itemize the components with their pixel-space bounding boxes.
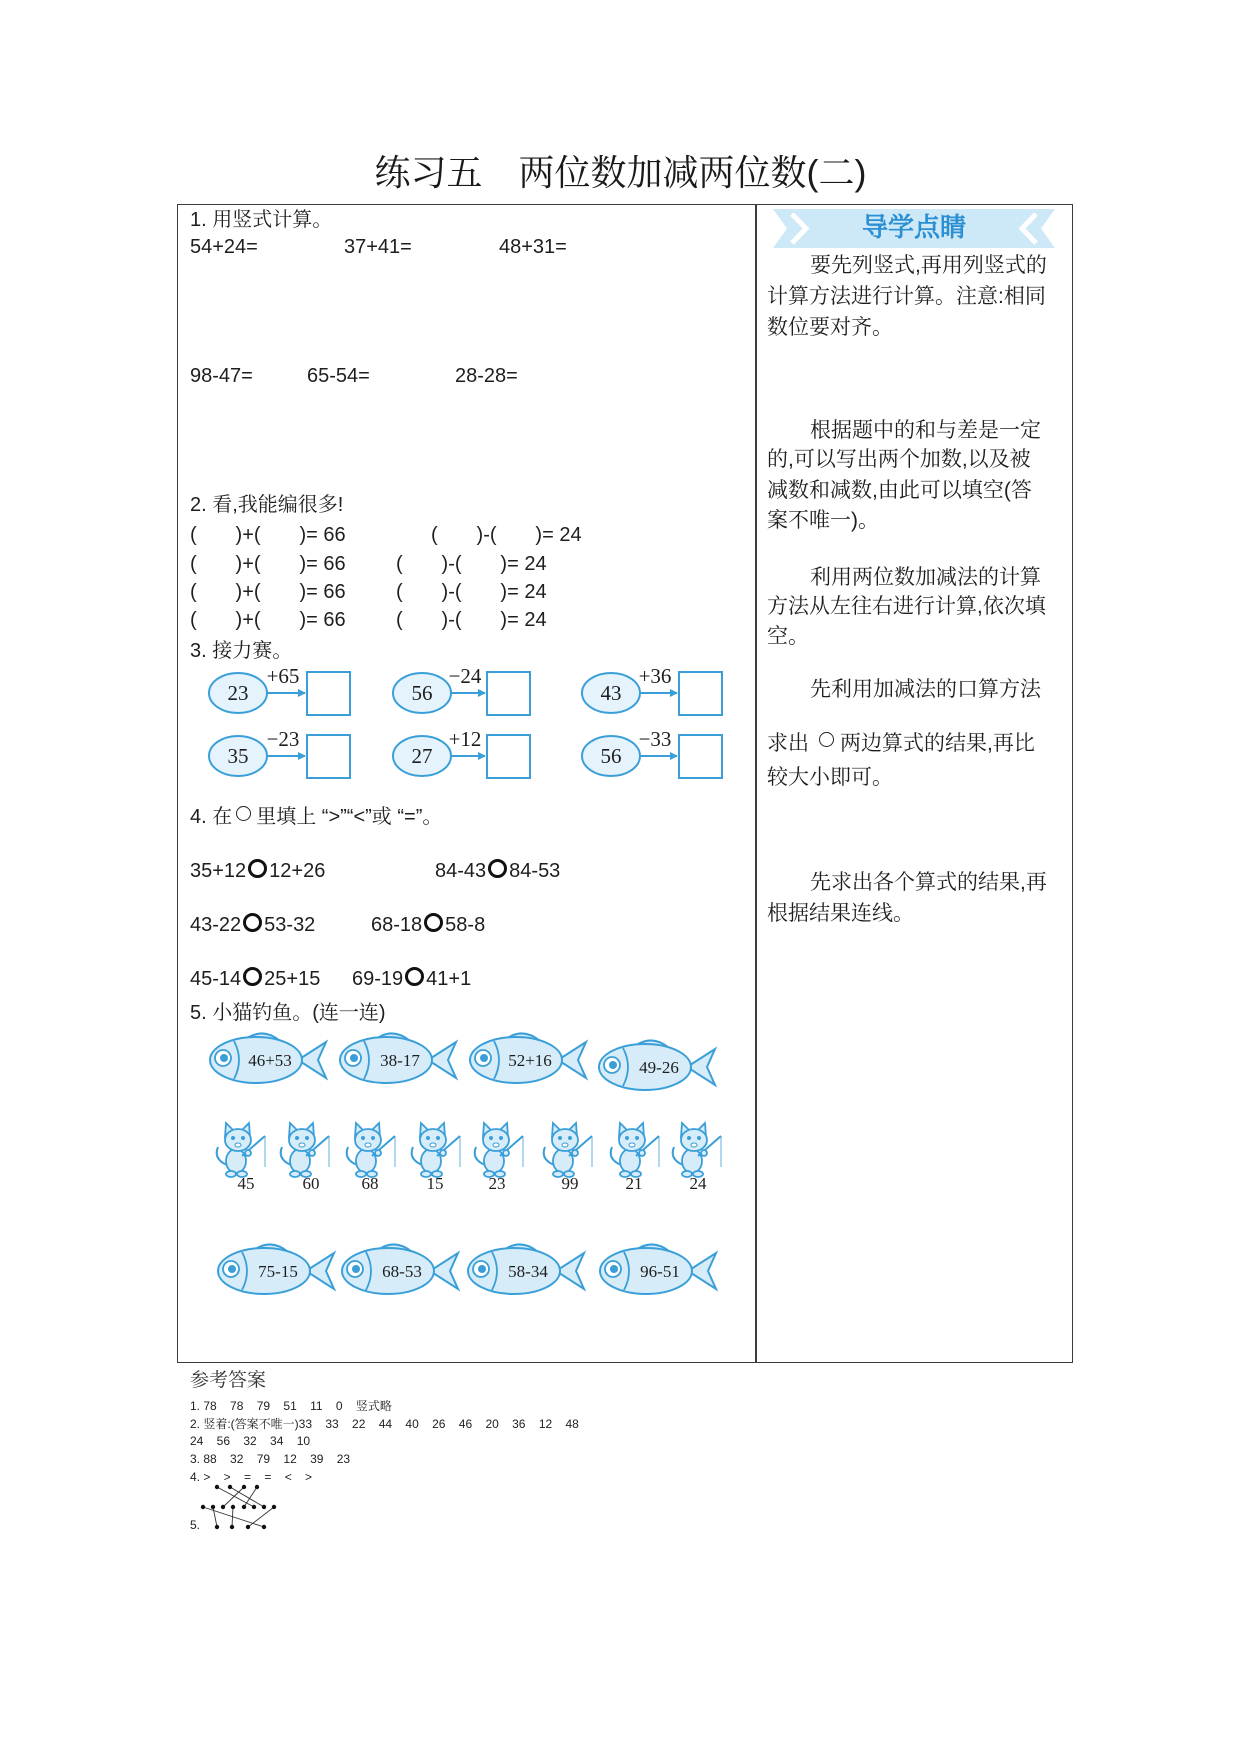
fish-pupil [228,1265,236,1273]
q2-subtraction-blank: ( )-( )= 24 [396,553,547,575]
answer-line: 3. 88 32 79 12 39 23 [190,1452,351,1466]
compare-circle-blank [243,913,262,932]
fishing-cat-icon [412,1123,460,1193]
cat-foot [290,1171,300,1177]
circle-symbol-icon [819,732,834,747]
cat-eye [499,1136,503,1140]
fish-pupil [220,1054,228,1062]
relay-answer-box [307,735,350,778]
relay-answer-box [679,735,722,778]
fishing-reel [701,1150,707,1156]
q2-addition-blank: ( )+( )= 66 [190,581,346,603]
fishing-reel [639,1150,645,1156]
compare-circle-blank [248,859,267,878]
fish-pupil [610,1265,618,1273]
comparison-left: 68-18 [371,914,423,936]
cat-eye [295,1136,299,1140]
cat-eye [436,1136,440,1140]
answer-line: 24 56 32 34 10 [190,1434,311,1448]
comparison-expression [190,969,320,989]
q2-subtraction-blank: ( )-( )= 24 [396,581,547,603]
fish-label: 49-26 [639,1058,679,1077]
guide-tip-line: 方法从左往右进行计算,依次填 [767,595,1046,618]
cat-eye [625,1136,629,1140]
guide-tip-line: 数位要对齐。 [767,316,893,339]
cat-number: 21 [625,1174,643,1193]
fishing-cat-icon [673,1123,721,1193]
fishing-cat-icon [544,1123,592,1193]
guide-tip-line: 较大小即可。 [767,766,893,789]
answer-line: 2. 竖着:(答案不唯一)33 33 22 44 40 26 46 20 36 12 48 [190,1417,579,1431]
guide-tip-text: 两边算式的结果,再比 [840,732,1035,755]
cat-eye [426,1136,430,1140]
comparison-right: 25+15 [264,968,321,990]
cat-number: 45 [237,1174,255,1193]
guide-tip-line [767,733,1035,754]
cat-body [290,1149,310,1173]
fish-label: 46+53 [248,1051,292,1070]
relay-operation: −24 [448,664,482,688]
relay-operation: +12 [448,727,482,751]
comparison-expression [352,969,471,989]
comparison-expression [190,915,315,935]
comparison-right: 58-8 [445,914,486,936]
relay-answer-box [487,672,530,715]
cat-mouth [365,1143,371,1147]
comparison-left: 35+12 [190,860,247,882]
fishing-reel [309,1150,315,1156]
fish-pupil [480,1054,488,1062]
comparison-right: 84-53 [509,860,561,882]
fish-pupil [478,1265,486,1273]
fish [342,1244,458,1294]
cat-head [681,1129,707,1151]
compare-circle-blank [488,859,507,878]
fish [599,1040,715,1090]
cat-foot [226,1171,236,1177]
fishing-cat-icon [281,1123,329,1193]
fish-label: 52+16 [508,1051,552,1070]
fishing-reel [440,1150,446,1156]
cat-eye [361,1136,365,1140]
guide-tip-line: 空。 [767,625,809,648]
fish-label: 75-15 [258,1262,298,1281]
comparison-right: 12+26 [269,860,326,882]
relay-arrow-head [298,689,306,697]
cat-eye [371,1136,375,1140]
guide-tip-line: 根据结果连线。 [767,902,914,925]
comparison-right: 53-32 [264,914,316,936]
fish-pupil [350,1054,358,1062]
relay-start-number: 56 [411,681,433,705]
comparison-right: 41+1 [426,968,472,990]
comparison-expression [371,915,485,935]
cat-body [421,1149,441,1173]
q2-subtraction-blank: ( )-( )= 24 [431,524,582,546]
q4-heading-prefix: 4. 在 [190,806,233,828]
guide-tip-line: 的,可以写出两个加数,以及被 [767,448,1031,471]
q1-expression: 98-47= [190,365,253,387]
relay-start-number: 35 [227,744,249,768]
fish [468,1244,584,1294]
fishing-reel [572,1150,578,1156]
q3-heading: 3. 接力赛。 [190,640,293,662]
fishing-cat-icon [217,1123,265,1193]
fish-pupil [352,1265,360,1273]
q1-expression: 54+24= [190,236,258,258]
cat-mouth [691,1143,697,1147]
compare-circle-blank [424,913,443,932]
cat-number: 24 [689,1174,707,1193]
relay-arrow-head [298,752,306,760]
fish-label: 96-51 [640,1262,680,1281]
cat-fishing-matching-diagram [177,1020,755,1320]
relay-start-number: 43 [600,681,622,705]
relay-operation: −23 [266,727,300,751]
relay-operation: −33 [638,727,672,751]
guide-tip-line: 先利用加减法的口算方法 [810,678,1041,701]
cat-body [620,1149,640,1173]
fishing-reel [375,1150,381,1156]
q4-heading [190,807,442,827]
cat-head [289,1129,315,1151]
answer-5-matching-diagram [195,1480,285,1535]
fish [470,1033,586,1083]
fishing-reel [245,1150,251,1156]
cat-body [226,1149,246,1173]
cat-head [552,1129,578,1151]
relay-start-number: 27 [411,744,433,768]
fish-pupil [609,1061,617,1069]
cat-number: 23 [488,1174,506,1193]
comparison-expression [190,861,325,881]
cat-mouth [299,1143,305,1147]
cat-mouth [235,1143,241,1147]
guide-tip-line: 根据题中的和与差是一定 [810,419,1041,442]
cat-body [484,1149,504,1173]
answer-line: 1. 78 78 79 51 11 0 竖式略 [190,1399,392,1413]
q2-subtraction-blank: ( )-( )= 24 [396,609,547,631]
relay-race-diagram [200,660,740,790]
guide-tip-line: 要先列竖式,再用列竖式的 [810,254,1047,277]
comparison-expression [435,861,560,881]
comparison-left: 43-22 [190,914,242,936]
relay-item [209,664,350,715]
cat-head [225,1129,251,1151]
cat-mouth [430,1143,436,1147]
cat-body [553,1149,573,1173]
cat-head [619,1129,645,1151]
relay-answer-box [679,672,722,715]
cat-eye [635,1136,639,1140]
guide-tip-line: 利用两位数加减法的计算 [810,566,1041,589]
q2-addition-blank: ( )+( )= 66 [190,524,346,546]
answer-line: 5. [190,1518,201,1532]
cat-eye [489,1136,493,1140]
guide-tip-line: 减数和减数,由此可以填空(答 [767,479,1032,502]
q2-heading: 2. 看,我能编很多! [190,494,344,516]
fish-label: 68-53 [382,1262,422,1281]
guide-tip-line: 案不唯一)。 [767,509,879,532]
cat-mouth [562,1143,568,1147]
guide-tip-line: 先求出各个算式的结果,再 [810,871,1047,894]
comparison-left: 84-43 [435,860,487,882]
fish [210,1033,326,1083]
q5-heading: 5. 小猫钓鱼。(连一连) [190,1002,386,1024]
fishing-cat-icon [475,1123,523,1193]
q4-heading-suffix: 里填上 “>”“<”或 “=”。 [256,806,443,828]
column-divider [755,204,757,1363]
cat-head [420,1129,446,1151]
relay-item [582,727,722,778]
relay-item [393,727,530,778]
relay-arrow-head [670,689,678,697]
relay-answer-box [307,672,350,715]
q1-heading: 1. 用竖式计算。 [190,209,333,231]
answer-line: 4. > > = = < > [190,1470,313,1484]
fishing-cat-icon [347,1123,395,1193]
guide-banner-title: 导学点睛 [861,213,966,243]
fish-label: 58-34 [508,1262,548,1281]
relay-arrow-head [478,752,486,760]
relay-item [582,664,722,715]
cat-body [356,1149,376,1173]
relay-item [209,727,350,778]
cat-eye [241,1136,245,1140]
q2-addition-blank: ( )+( )= 66 [190,609,346,631]
cat-eye [687,1136,691,1140]
relay-arrow-head [478,689,486,697]
cat-head [355,1129,381,1151]
fish-label: 38-17 [380,1051,420,1070]
fish [600,1244,716,1294]
cat-number: 99 [561,1174,579,1193]
q1-expression: 48+31= [499,236,567,258]
q1-expression: 28-28= [455,365,518,387]
cat-body [682,1149,702,1173]
relay-start-number: 56 [600,744,622,768]
guide-tip-text: 求出 [767,732,809,755]
relay-operation: +36 [638,664,672,688]
relay-arrow-head [670,752,678,760]
cat-eye [568,1136,572,1140]
cat-eye [558,1136,562,1140]
q1-expression: 37+41= [344,236,412,258]
cat-number: 68 [361,1174,379,1193]
cat-number: 15 [426,1174,444,1193]
comparison-left: 69-19 [352,968,404,990]
fish [340,1033,456,1083]
compare-circle-blank [405,967,424,986]
guide-tip-line: 计算方法进行计算。注意:相同 [767,285,1046,308]
relay-item [393,664,530,715]
compare-circle-blank [243,967,262,986]
cat-head [483,1129,509,1151]
page-title: 练习五 两位数加减两位数(二) [374,152,867,193]
cat-eye [231,1136,235,1140]
relay-operation: +65 [266,664,300,688]
cat-mouth [629,1143,635,1147]
answers-heading: 参考答案 [190,1369,267,1391]
cat-mouth [493,1143,499,1147]
q1-expression: 65-54= [307,365,370,387]
cat-eye [697,1136,701,1140]
fishing-cat-icon [611,1123,659,1193]
q2-addition-blank: ( )+( )= 66 [190,553,346,575]
comparison-left: 45-14 [190,968,242,990]
guide-banner [773,209,1055,248]
relay-answer-box [487,735,530,778]
fish [218,1244,334,1294]
relay-start-number: 23 [227,681,249,705]
cat-eye [305,1136,309,1140]
fishing-reel [503,1150,509,1156]
cat-number: 60 [302,1174,320,1193]
circle-symbol-icon [236,806,251,821]
